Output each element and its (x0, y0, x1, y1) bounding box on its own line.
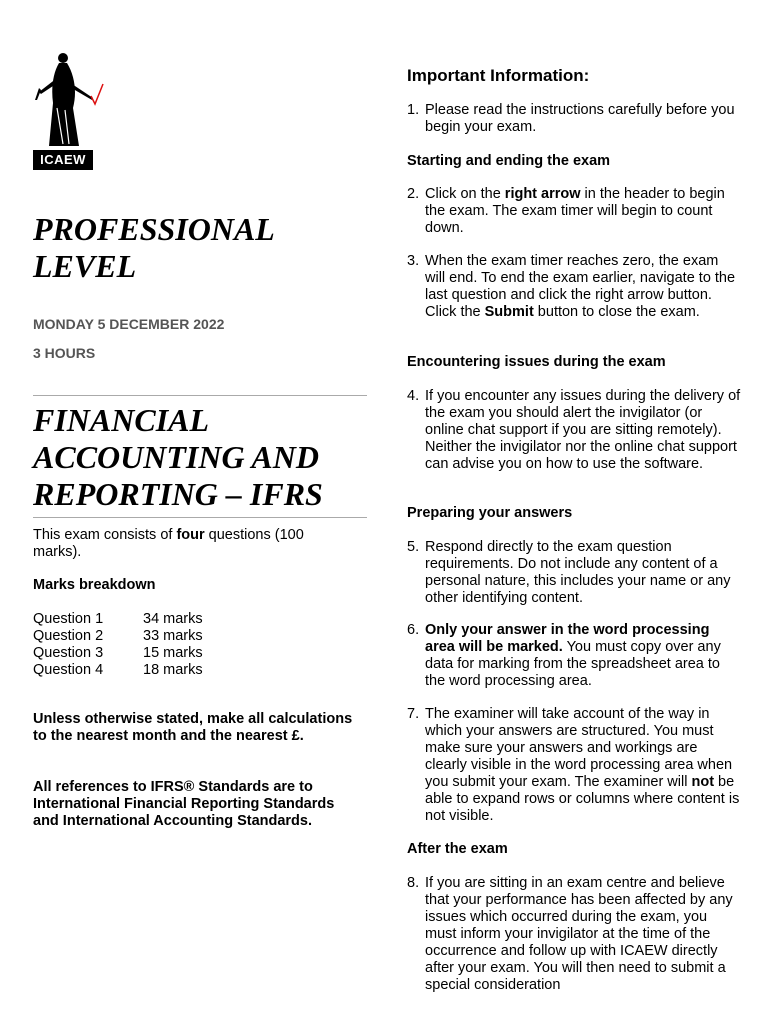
divider-top (33, 395, 367, 396)
marks-breakdown-heading: Marks breakdown (33, 577, 156, 593)
marks-breakdown-table (33, 611, 333, 679)
section-heading-preparing: Preparing your answers (407, 505, 573, 521)
level-title-line1: PROFESSIONAL (33, 211, 275, 247)
subject-title-line1: FINANCIAL (33, 402, 210, 438)
marks-row: Question 3 15 marks (33, 645, 203, 661)
exam-duration: 3 HOURS (33, 345, 96, 361)
logo-wordmark: ICAEW (33, 150, 93, 170)
instruction-item-2: 2. Click on the right arrow in the header to begin the exam. The exam timer will begin to count down. (407, 186, 725, 236)
marks-row: Question 1 34 marks (33, 611, 203, 627)
instruction-item-3: 3. When the exam timer reaches zero, the exam will end. To end the exam earlier, navigate to the last question and click the right arrow button. Click the Submit button to close the exam. (407, 253, 736, 320)
icaew-logo (33, 48, 95, 172)
subject-title-line3: REPORTING – IFRS (33, 476, 323, 512)
instruction-item-5: 5. Respond directly to the exam question requirements. Do not include any content of a personal nature, this includes your name or any other identifying content. (407, 539, 731, 606)
instruction-item-1: 1. Please read the instructions carefully before you begin your exam. (407, 102, 735, 135)
subject-title-line2: ACCOUNTING AND (33, 439, 319, 475)
marks-row: Question 2 33 marks (33, 628, 203, 644)
level-title-line2: LEVEL (33, 248, 137, 284)
instruction-item-7: 7. The examiner will take account of the way in which your answers are structured. You must make sure your answers and workings are clearly visible in the word processing area when you submit your exam. The examiner will not be able to expand rows or columns where content is not visible. (407, 706, 740, 824)
instruction-item-4: 4. If you encounter any issues during the delivery of the exam you should alert the invigilator (or online chat support if you are sitting remotely). Neither the invigilator nor the online chat support can advise you on how to use the software. (407, 388, 741, 472)
lady-justice-icon (33, 48, 113, 148)
calculation-note: Unless otherwise stated, make all calculations to the nearest month and the nearest £. (33, 711, 353, 744)
marks-row: Question 4 18 marks (33, 662, 203, 678)
section-heading-start-end: Starting and ending the exam (407, 153, 611, 169)
exam-date: MONDAY 5 DECEMBER 2022 (33, 316, 225, 332)
instruction-item-8: 8. If you are sitting in an exam centre and believe that your performance has been affected by any issues which occurred during the exam, you must inform your invigilator at the time of the occurrence and follow up with ICAEW directly after your exam. You will then need to submit a special consideration (407, 875, 733, 993)
section-heading-after: After the exam (407, 841, 508, 857)
important-information (407, 66, 747, 86)
section-heading-issues: Encountering issues during the exam (407, 354, 666, 370)
ifrs-reference-note: All references to IFRS® Standards are to International Financial Reporting Standards and International Accounting Standards. (33, 779, 335, 829)
exam-consists-text: This exam consists of four questions (100 marks). (33, 527, 304, 560)
important-info-title: Important Information: (407, 66, 590, 85)
instruction-item-6: 6. Only your answer in the word processing area will be marked. You must copy over any data for marking from the spreadsheet area to the word processing area. (407, 622, 721, 689)
divider-bottom (33, 517, 367, 518)
